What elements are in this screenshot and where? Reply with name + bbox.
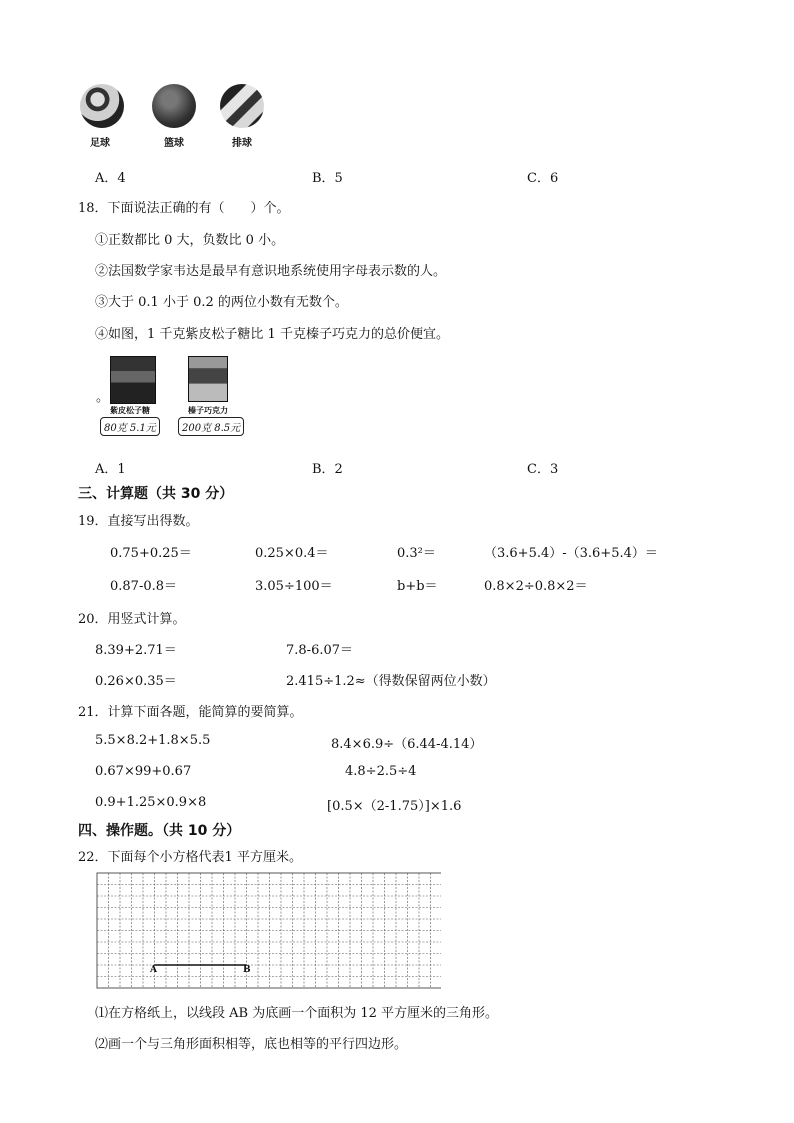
square-grid (96, 872, 441, 994)
q19-item: （3.6+5.4）-（3.6+5.4）＝ (484, 546, 658, 561)
product-name: 紫皮松子糖 (110, 405, 150, 415)
point-b-label: B (243, 965, 251, 975)
q20-stem: 20．用竖式计算。 (78, 612, 186, 627)
q18-stem: 18．下面说法正确的有（ ）个。 (78, 201, 290, 216)
chocolate-package-image (188, 356, 228, 402)
q18-statement-2: ②法国数学家韦达是最早有意识地系统使用字母表示数的人。 (95, 264, 447, 279)
q18-option-a: A．1 (95, 462, 126, 477)
q18-statement-4: ④如图，1 千克紫皮松子糖比 1 千克榛子巧克力的总价便宜。 (95, 327, 449, 342)
q21-item: 5.5×8.2+1.8×5.5 (95, 733, 211, 748)
q22-stem: 22．下面每个小方格代表1 平方厘米。 (78, 850, 302, 865)
volleyball-icon (220, 84, 264, 128)
q21-item: 8.4×6.9÷（6.44-4.14） (331, 737, 483, 752)
q19-item: 0.8×2÷0.8×2＝ (484, 579, 588, 594)
ball-label: 篮球 (164, 138, 184, 149)
product-name: 榛子巧克力 (188, 405, 228, 415)
q18-dot: 。 (96, 390, 110, 405)
ball-label: 排球 (232, 138, 252, 149)
q21-item: 0.9+1.25×0.9×8 (95, 795, 207, 810)
point-a-label: A (150, 965, 157, 975)
q20-item: 2.415÷1.2≈（得数保留两位小数） (286, 674, 496, 689)
q21-item: [0.5×（2-1.75）]×1.6 (327, 799, 462, 814)
q22-sub-2: ⑵画一个与三角形面积相等，底也相等的平行四边形。 (95, 1037, 408, 1052)
q19-item: b+b＝ (397, 579, 438, 594)
soccer-ball-icon (80, 84, 124, 128)
product-price-tag: 80克 5.1元 (100, 417, 160, 436)
q19-item: 0.25×0.4＝ (255, 546, 329, 561)
basketball-icon (152, 84, 196, 128)
q21-item: 0.67×99+0.67 (95, 764, 192, 779)
q19-item: 0.87-0.8＝ (110, 579, 178, 594)
q18-statement-3: ③大于 0.1 小于 0.2 的两位小数有无数个。 (95, 295, 348, 310)
q19-item: 0.3²＝ (397, 546, 436, 561)
q19-stem: 19．直接写出得数。 (78, 514, 199, 529)
section-3-title: 三、计算题（共 30 分） (78, 486, 234, 502)
q17-option-c: C．6 (527, 171, 559, 186)
q20-item: 0.26×0.35＝ (95, 674, 177, 689)
section-4-title: 四、操作题。（共 10 分） (78, 823, 241, 839)
q22-sub-1: ⑴在方格纸上，以线段 AB 为底画一个面积为 12 平方厘米的三角形。 (95, 1006, 499, 1021)
q17-option-a: A．4 (95, 171, 126, 186)
q18-option-b: B．2 (312, 462, 343, 477)
q18-statement-1: ①正数都比 0 大，负数比 0 小。 (95, 233, 285, 248)
q20-item: 8.39+2.71＝ (95, 643, 177, 658)
candy-package-image (110, 356, 156, 404)
q20-item: 7.8-6.07＝ (286, 643, 354, 658)
q19-item: 0.75+0.25＝ (110, 546, 192, 561)
ball-label: 足球 (90, 138, 110, 149)
q21-stem: 21．计算下面各题，能简算的要简算。 (78, 705, 303, 720)
q18-option-c: C．3 (527, 462, 559, 477)
q19-item: 3.05÷100＝ (255, 579, 333, 594)
product-price-tag: 200克 8.5元 (178, 417, 244, 436)
q17-option-b: B．5 (312, 171, 343, 186)
q21-item: 4.8÷2.5÷4 (345, 764, 417, 779)
